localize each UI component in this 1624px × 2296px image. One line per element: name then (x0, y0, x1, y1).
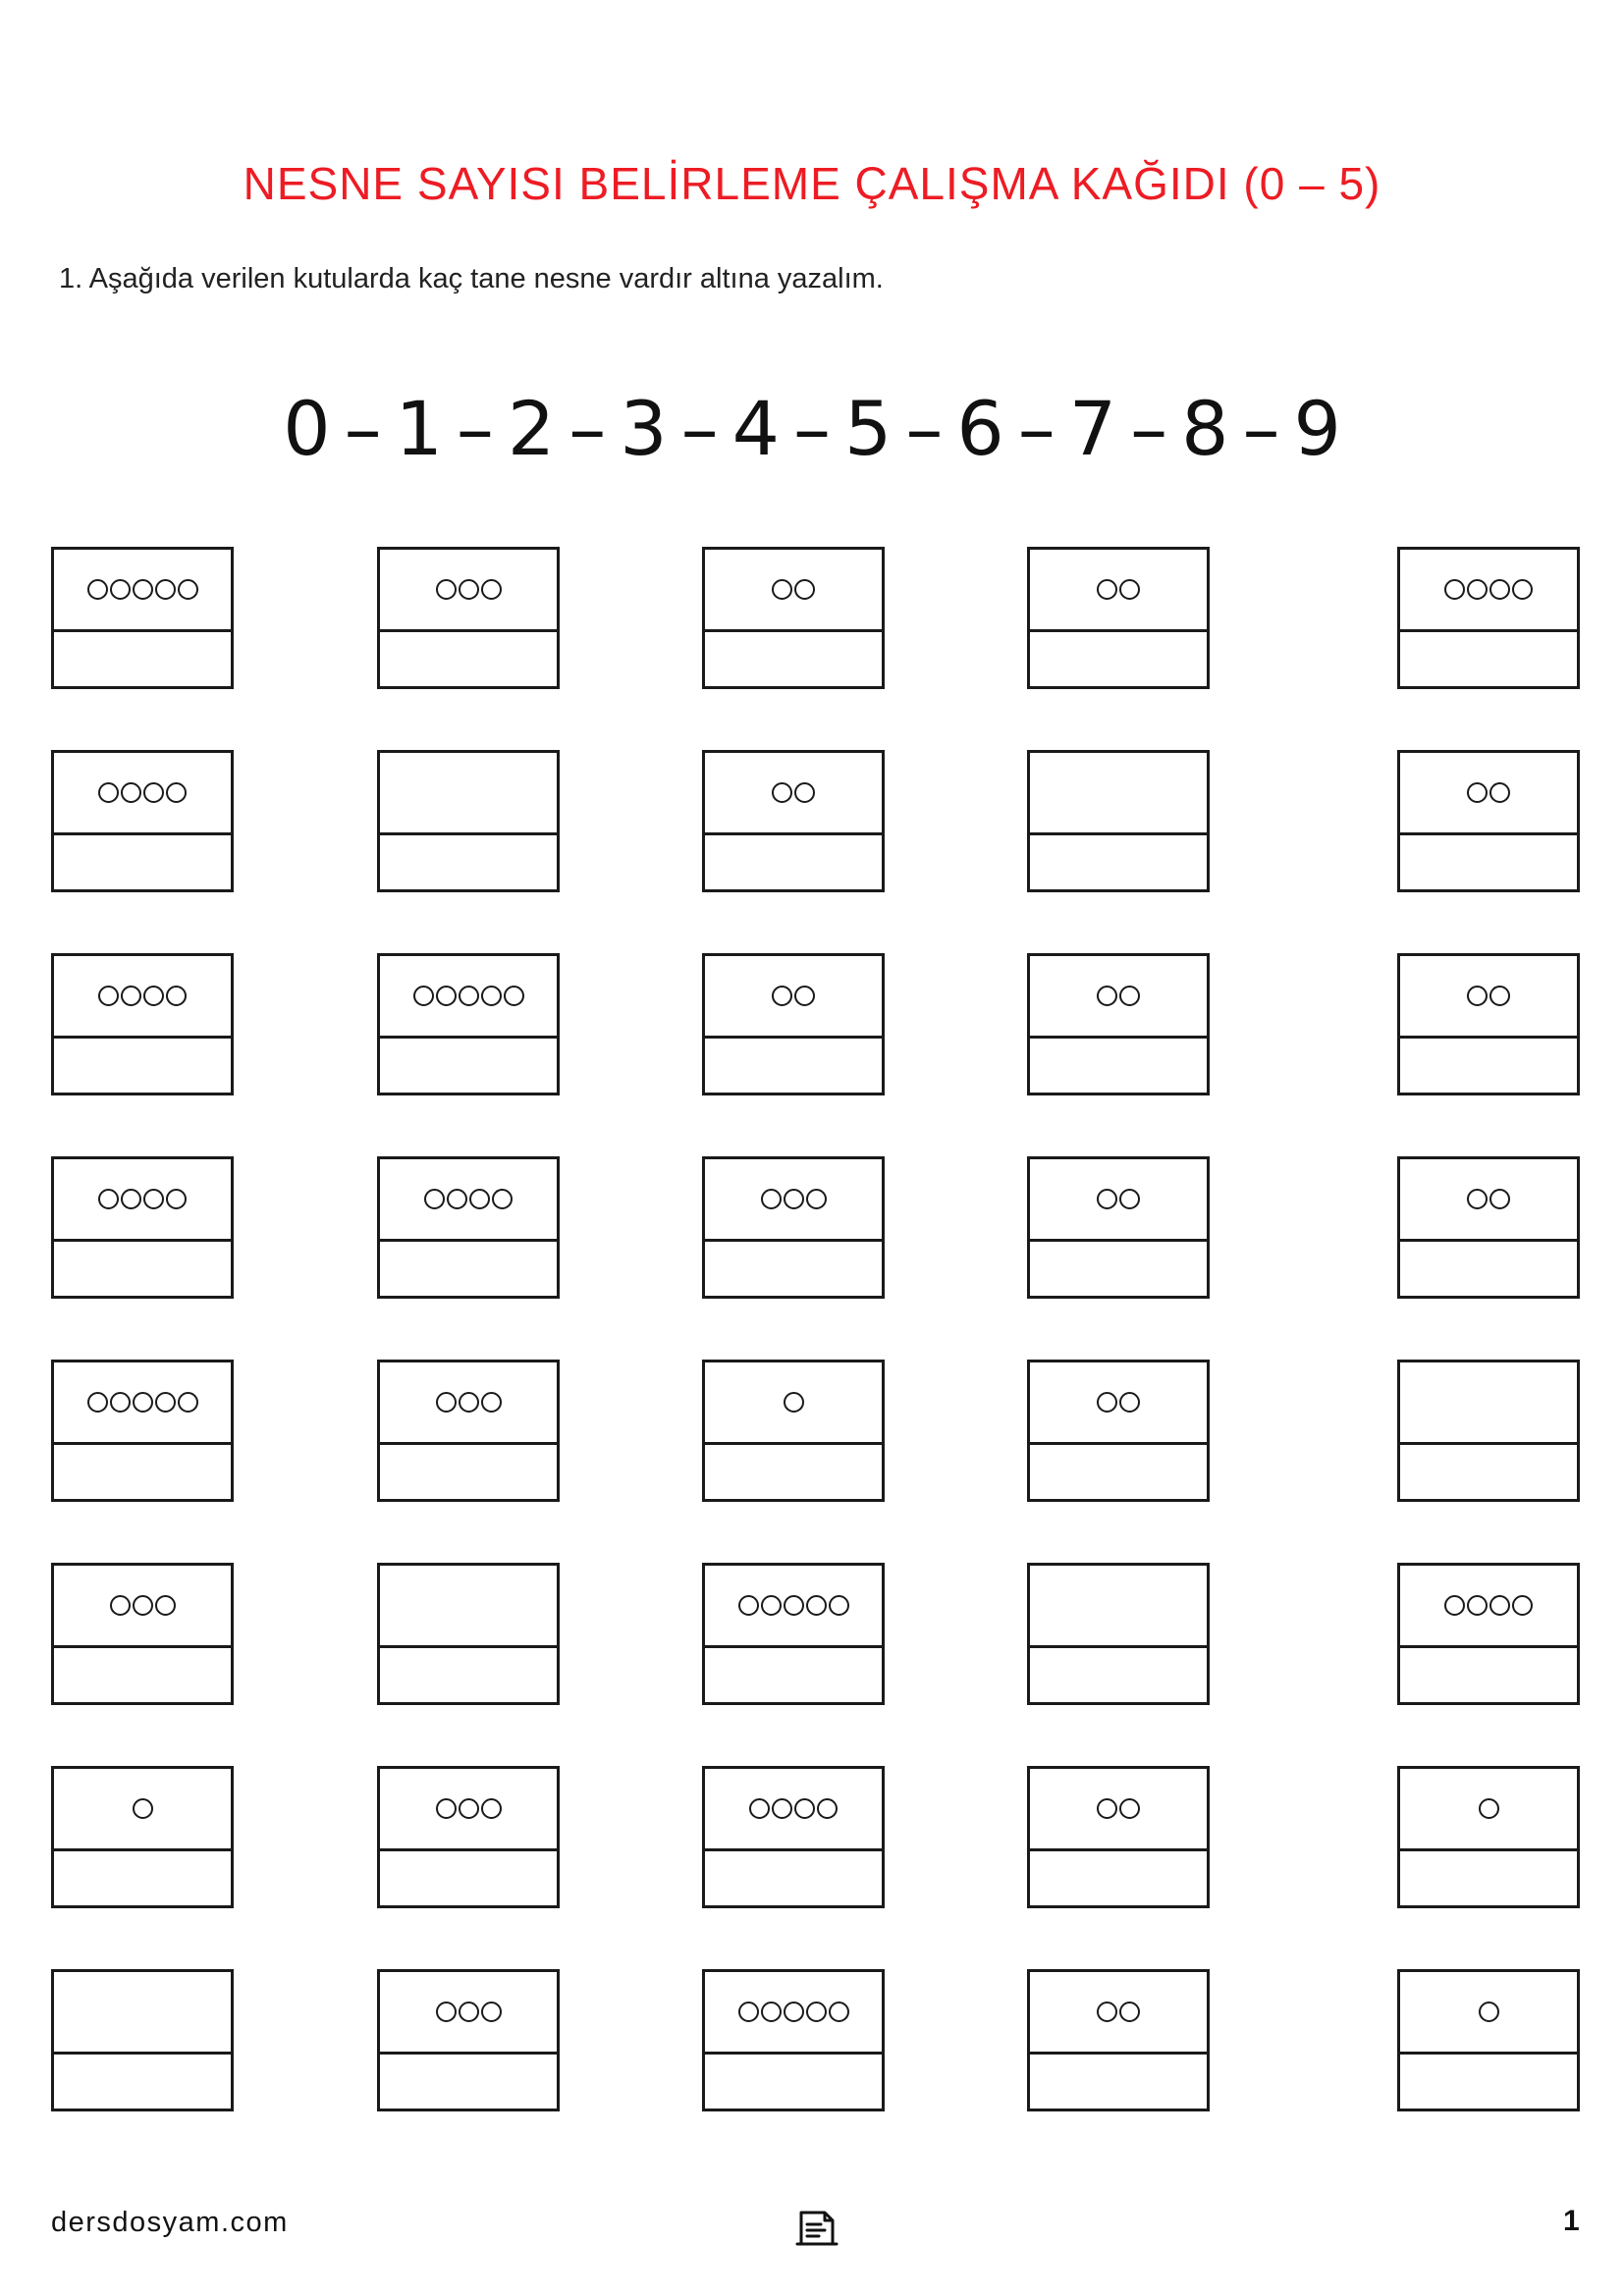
circle-object (459, 1392, 479, 1413)
circle-object (1119, 2002, 1140, 2022)
count-box (1397, 1969, 1580, 2111)
circle-object (1444, 579, 1465, 600)
circle-object (1097, 986, 1117, 1006)
number-separator: – (1242, 385, 1280, 472)
objects-area (380, 1769, 557, 1851)
number-1: 1 (395, 385, 443, 472)
objects-area (1030, 1769, 1207, 1851)
answer-box[interactable] (54, 1445, 231, 1499)
answer-box[interactable] (54, 835, 231, 889)
circle-object (772, 1798, 792, 1819)
answer-box[interactable] (380, 835, 557, 889)
number-separator: – (1017, 385, 1056, 472)
circle-object (794, 782, 815, 803)
objects-area (1400, 550, 1577, 632)
objects-area (1030, 753, 1207, 835)
answer-box[interactable] (1030, 1242, 1207, 1296)
answer-box[interactable] (1400, 2055, 1577, 2109)
circle-object (155, 1392, 176, 1413)
circle-object (1097, 1798, 1117, 1819)
circle-object (1467, 782, 1488, 803)
count-box (377, 750, 560, 892)
circle-object (1489, 782, 1510, 803)
answer-box[interactable] (705, 2055, 882, 2109)
objects-area (380, 1566, 557, 1648)
circle-object (1097, 579, 1117, 600)
circle-object (784, 2002, 804, 2022)
count-box (377, 953, 560, 1095)
answer-box[interactable] (1400, 632, 1577, 686)
circle-object (1119, 986, 1140, 1006)
answer-box[interactable] (380, 632, 557, 686)
answer-box[interactable] (380, 1242, 557, 1296)
answer-box[interactable] (1400, 1242, 1577, 1296)
answer-box[interactable] (1030, 835, 1207, 889)
circle-object (1467, 1595, 1488, 1616)
answer-box[interactable] (54, 1851, 231, 1905)
count-box (1027, 1766, 1210, 1908)
answer-box[interactable] (705, 1039, 882, 1093)
circle-object (794, 579, 815, 600)
circle-object (133, 1392, 153, 1413)
count-box (1397, 1766, 1580, 1908)
instruction-text: 1. Aşağıda verilen kutularda kaç tane nesne vardır altına yazalım. (59, 263, 884, 294)
circle-object (806, 1189, 827, 1209)
circle-object (133, 579, 153, 600)
circle-object (1489, 986, 1510, 1006)
answer-box[interactable] (1030, 1851, 1207, 1905)
circle-object (481, 986, 502, 1006)
circle-object (459, 579, 479, 600)
count-box (51, 953, 234, 1095)
objects-area (705, 1159, 882, 1242)
circle-object (1489, 1595, 1510, 1616)
circle-object (1479, 2002, 1499, 2022)
circle-object (424, 1189, 445, 1209)
objects-area (380, 1972, 557, 2055)
circle-object (143, 986, 164, 1006)
answer-box[interactable] (1400, 1851, 1577, 1905)
count-box (1027, 547, 1210, 689)
circle-object (166, 986, 187, 1006)
count-box (1027, 1360, 1210, 1502)
circle-object (1467, 579, 1488, 600)
answer-box[interactable] (380, 2055, 557, 2109)
count-box (377, 1969, 560, 2111)
circle-object (133, 1595, 153, 1616)
number-separator: – (568, 385, 607, 472)
answer-box[interactable] (54, 632, 231, 686)
count-box (51, 750, 234, 892)
circle-object (492, 1189, 513, 1209)
objects-area (54, 1769, 231, 1851)
number-3: 3 (620, 385, 668, 472)
count-box (1027, 953, 1210, 1095)
circle-object (481, 579, 502, 600)
circle-object (143, 1189, 164, 1209)
count-box (1027, 1156, 1210, 1299)
count-box (377, 1563, 560, 1705)
objects-area (705, 753, 882, 835)
circle-object (761, 1189, 782, 1209)
circle-object (761, 1595, 782, 1616)
circle-object (413, 986, 434, 1006)
objects-area (380, 956, 557, 1039)
circle-object (459, 986, 479, 1006)
circle-object (155, 579, 176, 600)
objects-area (54, 753, 231, 835)
circle-object (1097, 1189, 1117, 1209)
number-0: 0 (283, 385, 331, 472)
circle-object (1512, 579, 1533, 600)
count-box (51, 1563, 234, 1705)
circle-object (436, 986, 457, 1006)
count-box (1027, 1563, 1210, 1705)
circle-object (110, 1595, 131, 1616)
objects-area (705, 1769, 882, 1851)
answer-box[interactable] (1030, 2055, 1207, 2109)
answer-box[interactable] (1030, 1648, 1207, 1702)
circle-object (738, 2002, 759, 2022)
count-box (51, 1360, 234, 1502)
circle-object (98, 782, 119, 803)
count-box (1027, 750, 1210, 892)
circle-object (761, 2002, 782, 2022)
answer-box[interactable] (54, 1648, 231, 1702)
objects-area (1030, 956, 1207, 1039)
circle-object (817, 1798, 838, 1819)
circle-object (98, 1189, 119, 1209)
answer-box[interactable] (705, 1648, 882, 1702)
circle-object (784, 1189, 804, 1209)
circle-object (1467, 986, 1488, 1006)
count-box (702, 1563, 885, 1705)
number-6: 6 (956, 385, 1004, 472)
count-box (702, 1360, 885, 1502)
objects-area (380, 1362, 557, 1445)
circle-object (772, 986, 792, 1006)
circle-object (469, 1189, 490, 1209)
count-box (1397, 547, 1580, 689)
circle-object (166, 1189, 187, 1209)
page-title: NESNE SAYISI BELİRLEME ÇALIŞMA KAĞIDI (0 – 5) (243, 158, 1381, 209)
count-box (702, 547, 885, 689)
circle-object (1512, 1595, 1533, 1616)
circle-object (1444, 1595, 1465, 1616)
objects-area (380, 550, 557, 632)
answer-box[interactable] (1030, 1039, 1207, 1093)
circle-object (459, 2002, 479, 2022)
circle-object (829, 1595, 849, 1616)
circle-object (87, 1392, 108, 1413)
objects-area (54, 1362, 231, 1445)
circle-object (447, 1189, 467, 1209)
circle-object (504, 986, 524, 1006)
objects-area (1030, 550, 1207, 632)
count-box (1397, 1156, 1580, 1299)
answer-box[interactable] (1400, 1039, 1577, 1093)
circle-object (806, 1595, 827, 1616)
number-4: 4 (731, 385, 780, 472)
count-box (702, 1969, 885, 2111)
circle-object (121, 986, 141, 1006)
number-9: 9 (1293, 385, 1341, 472)
count-box (1397, 953, 1580, 1095)
circle-object (133, 1798, 153, 1819)
count-box (1397, 1360, 1580, 1502)
circle-object (143, 782, 164, 803)
count-box (1027, 1969, 1210, 2111)
count-box (51, 1766, 234, 1908)
objects-area (1030, 1972, 1207, 2055)
circle-object (749, 1798, 770, 1819)
page-number: 1 (1563, 2205, 1580, 2237)
number-separator: – (793, 385, 831, 472)
objects-area (54, 956, 231, 1039)
count-box (377, 547, 560, 689)
count-box (377, 1360, 560, 1502)
circle-object (772, 579, 792, 600)
circle-object (121, 782, 141, 803)
objects-area (705, 1972, 882, 2055)
circle-object (1467, 1189, 1488, 1209)
answer-box[interactable] (54, 2055, 231, 2109)
circle-object (436, 579, 457, 600)
number-separator: – (680, 385, 719, 472)
circle-object (794, 986, 815, 1006)
circle-object (481, 1798, 502, 1819)
number-separator: – (344, 385, 382, 472)
circle-object (155, 1595, 176, 1616)
footer-site[interactable]: dersdosyam.com (51, 2207, 289, 2238)
circle-object (784, 1595, 804, 1616)
count-box (51, 547, 234, 689)
answer-box[interactable] (705, 1445, 882, 1499)
answer-box[interactable] (1030, 1445, 1207, 1499)
circle-object (166, 782, 187, 803)
circle-object (806, 2002, 827, 2022)
circle-object (481, 2002, 502, 2022)
circle-object (87, 579, 108, 600)
circle-object (1489, 579, 1510, 600)
count-box (702, 1766, 885, 1908)
circle-object (98, 986, 119, 1006)
answer-box[interactable] (54, 1039, 231, 1093)
circle-object (459, 1798, 479, 1819)
circle-object (738, 1595, 759, 1616)
answer-box[interactable] (1400, 1445, 1577, 1499)
circle-object (1119, 1798, 1140, 1819)
circle-object (481, 1392, 502, 1413)
circle-object (794, 1798, 815, 1819)
circle-object (1119, 1392, 1140, 1413)
circle-object (1489, 1189, 1510, 1209)
answer-box[interactable] (1400, 1648, 1577, 1702)
circle-object (1119, 1189, 1140, 1209)
objects-area (54, 1566, 231, 1648)
answer-box[interactable] (705, 632, 882, 686)
count-box (1397, 1563, 1580, 1705)
circle-object (436, 1798, 457, 1819)
objects-area (1400, 753, 1577, 835)
circle-object (121, 1189, 141, 1209)
count-box (51, 1156, 234, 1299)
objects-area (1400, 1159, 1577, 1242)
number-5: 5 (844, 385, 893, 472)
number-separator: – (905, 385, 944, 472)
objects-area (380, 1159, 557, 1242)
number-8: 8 (1181, 385, 1229, 472)
count-box (702, 953, 885, 1095)
circle-object (178, 1392, 198, 1413)
number-7: 7 (1068, 385, 1117, 472)
objects-area (1400, 1972, 1577, 2055)
count-box (377, 1766, 560, 1908)
circle-object (436, 2002, 457, 2022)
objects-area (1400, 1566, 1577, 1648)
objects-area (705, 1362, 882, 1445)
notes-icon (795, 2209, 839, 2248)
number-separator: – (456, 385, 494, 472)
answer-box[interactable] (705, 835, 882, 889)
objects-area (705, 550, 882, 632)
count-box (51, 1969, 234, 2111)
answer-box[interactable] (380, 1648, 557, 1702)
circle-object (110, 579, 131, 600)
circle-object (784, 1392, 804, 1413)
circle-object (1119, 579, 1140, 600)
objects-area (54, 1159, 231, 1242)
circle-object (110, 1392, 131, 1413)
circle-object (772, 782, 792, 803)
circle-object (1097, 1392, 1117, 1413)
objects-area (380, 753, 557, 835)
objects-area (1400, 1362, 1577, 1445)
count-box (702, 750, 885, 892)
circle-object (1479, 1798, 1499, 1819)
answer-box[interactable] (380, 1445, 557, 1499)
answer-box[interactable] (380, 1851, 557, 1905)
objects-area (1400, 956, 1577, 1039)
objects-area (1030, 1566, 1207, 1648)
objects-area (1400, 1769, 1577, 1851)
count-box (702, 1156, 885, 1299)
count-box (1397, 750, 1580, 892)
answer-box[interactable] (1400, 835, 1577, 889)
objects-area (705, 956, 882, 1039)
answer-box[interactable] (705, 1851, 882, 1905)
objects-area (1030, 1159, 1207, 1242)
number-separator: – (1130, 385, 1168, 472)
answer-box[interactable] (380, 1039, 557, 1093)
circle-object (829, 2002, 849, 2022)
answer-box[interactable] (705, 1242, 882, 1296)
circle-object (436, 1392, 457, 1413)
objects-area (705, 1566, 882, 1648)
objects-area (54, 550, 231, 632)
objects-area (54, 1972, 231, 2055)
objects-area (1030, 1362, 1207, 1445)
count-box (377, 1156, 560, 1299)
circle-object (1097, 2002, 1117, 2022)
circle-object (178, 579, 198, 600)
number-2: 2 (507, 385, 556, 472)
answer-box[interactable] (1030, 632, 1207, 686)
answer-box[interactable] (54, 1242, 231, 1296)
